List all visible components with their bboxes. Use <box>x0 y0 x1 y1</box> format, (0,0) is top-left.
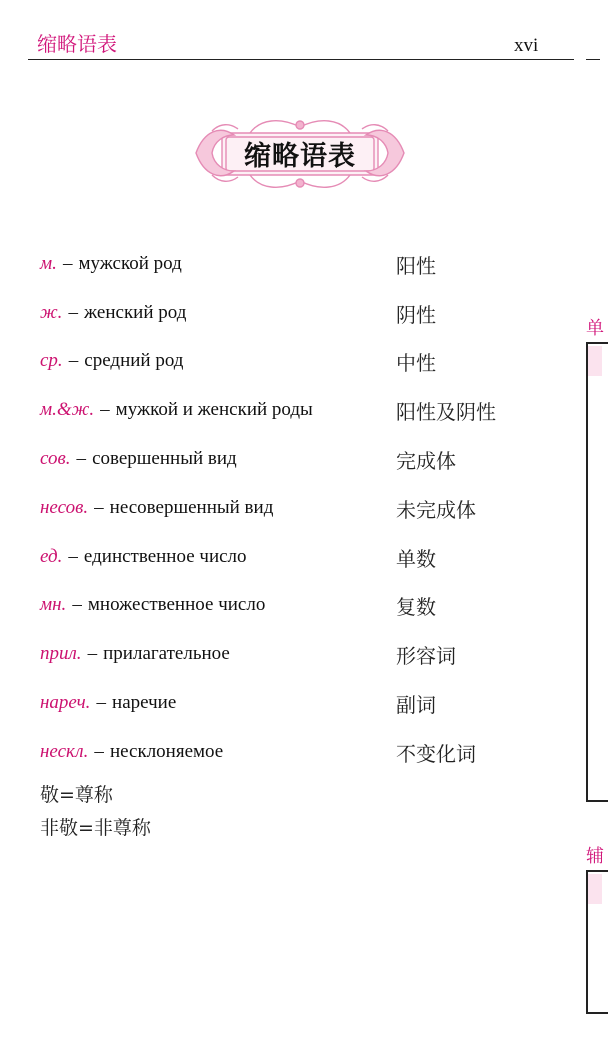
page-number: xvi <box>514 35 539 56</box>
full-term: несклоняемое <box>109 741 224 762</box>
full-term: совершенный вид <box>92 448 237 469</box>
chinese-term: 中性 <box>396 351 436 375</box>
side-heading-char: 单 <box>586 318 604 339</box>
chinese-term: 阳性 <box>396 254 436 278</box>
dash: – <box>68 350 79 371</box>
list-item <box>40 740 476 770</box>
chinese-term: 副词 <box>396 693 436 717</box>
full-term: женский род <box>84 302 187 323</box>
list-item <box>40 301 436 331</box>
side-heading-char: 辅 <box>586 846 604 867</box>
full-term: мужской род <box>78 253 182 274</box>
note-non-honorific: 非敬=非尊称 <box>40 817 151 839</box>
dash: – <box>87 643 98 664</box>
abbreviation: мн. <box>40 594 67 615</box>
side-table-header-band <box>588 346 602 376</box>
chinese-term: 复数 <box>396 595 436 619</box>
abbreviation: м. <box>40 253 57 274</box>
full-term: единственное число <box>83 546 247 567</box>
dash: – <box>94 741 104 762</box>
chinese-term: 不变化词 <box>396 742 476 766</box>
list-item <box>40 349 436 379</box>
dash: – <box>72 594 82 615</box>
list-item <box>40 593 436 623</box>
dash: – <box>96 692 106 713</box>
abbreviation: нескл. <box>40 741 89 762</box>
full-term: мужкой и женский роды <box>115 399 313 420</box>
note-honorific: 敬=尊称 <box>40 784 113 806</box>
full-term: средний род <box>84 350 184 371</box>
dash: – <box>68 302 78 323</box>
dash: – <box>62 253 73 274</box>
list-item <box>40 398 496 428</box>
running-title: 缩略语表 <box>37 32 117 56</box>
full-term: наречие <box>112 692 177 713</box>
list-item <box>40 496 476 526</box>
full-term: прилагательное <box>103 643 230 664</box>
abbreviation: м.&ж. <box>40 399 95 420</box>
chinese-term: 阳性及阴性 <box>396 400 496 424</box>
list-item <box>40 691 436 721</box>
full-term: множественное число <box>87 594 266 615</box>
abbreviation: ср. <box>40 350 63 371</box>
abbreviation: прил. <box>40 643 82 664</box>
list-item <box>40 642 456 672</box>
dash: – <box>76 448 87 469</box>
header-rule <box>28 59 574 60</box>
abbreviation: ед. <box>40 546 63 567</box>
header-rule-right <box>586 59 600 60</box>
chinese-term: 完成体 <box>396 449 456 473</box>
dash: – <box>94 497 104 518</box>
dash: – <box>68 546 78 567</box>
abbreviation: несов. <box>40 497 89 518</box>
chinese-term: 阴性 <box>396 303 436 327</box>
list-item <box>40 447 456 477</box>
abbreviation: нареч. <box>40 692 91 713</box>
chinese-term: 形容词 <box>396 644 456 668</box>
list-item <box>40 252 436 282</box>
side-table-frame <box>586 342 608 802</box>
abbreviation: ж. <box>40 302 63 323</box>
page-title: 缩略语表 <box>244 141 356 172</box>
chinese-term: 未完成体 <box>396 498 476 522</box>
side-table-header-band <box>588 874 602 904</box>
list-item <box>40 545 436 575</box>
full-term: несовершенный вид <box>109 497 274 518</box>
chinese-term: 单数 <box>396 547 436 571</box>
abbreviation: сов. <box>40 448 71 469</box>
dash: – <box>100 399 110 420</box>
